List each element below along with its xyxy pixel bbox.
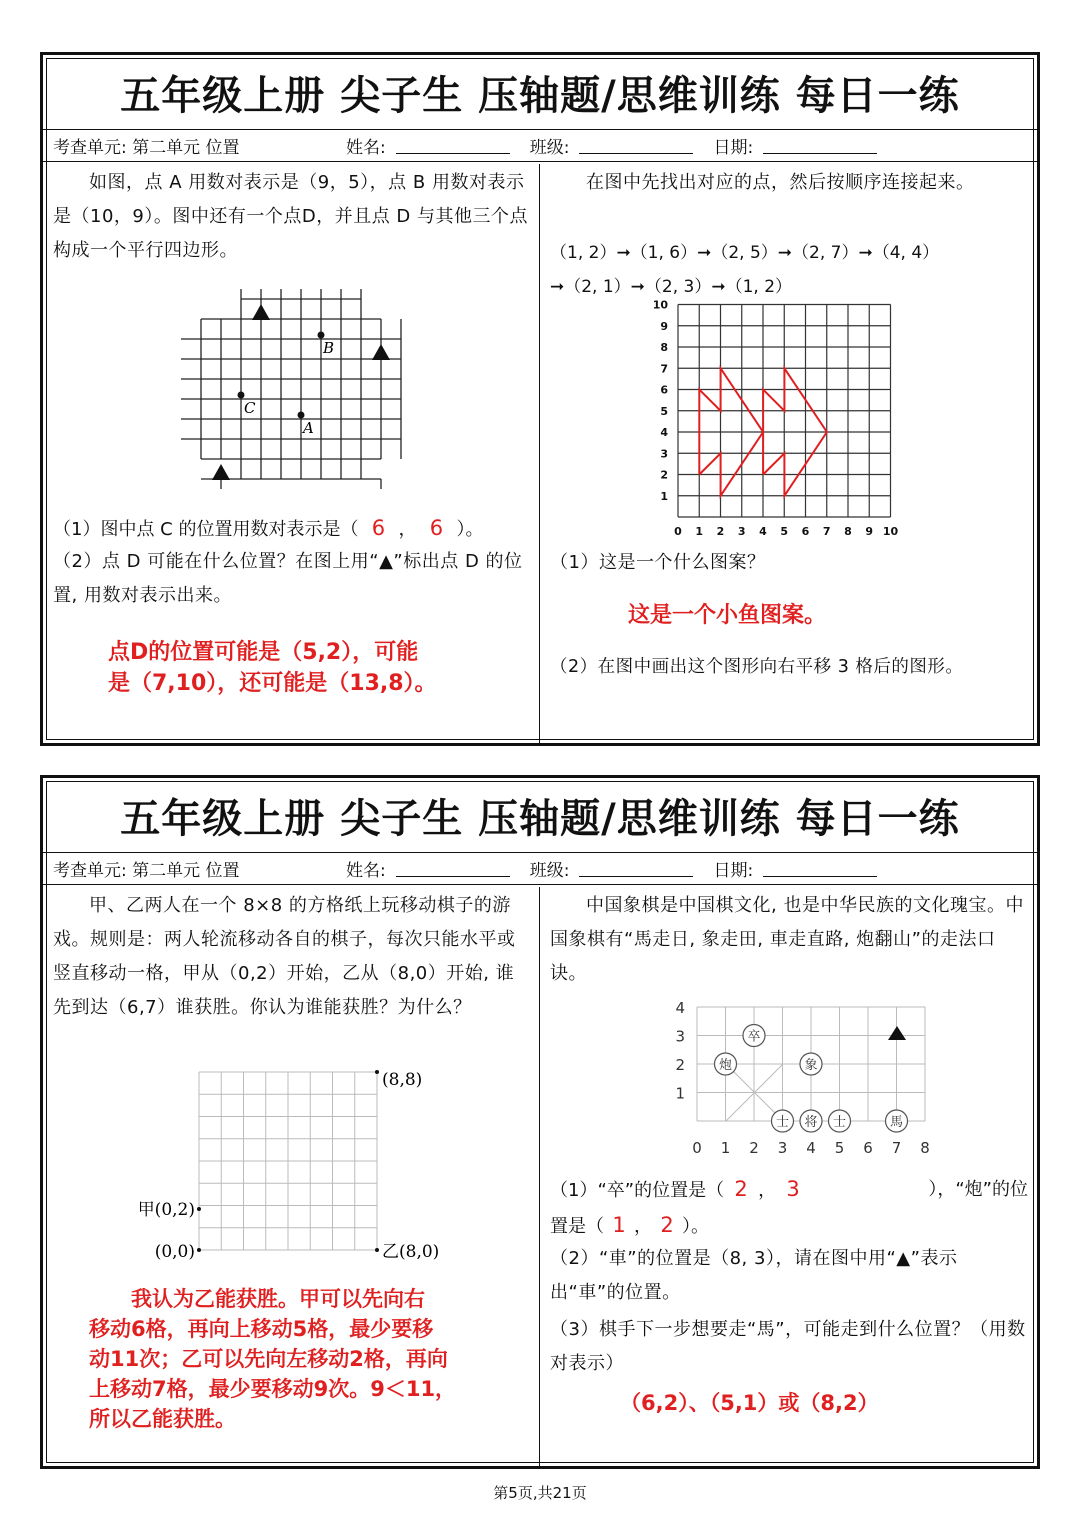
date-field[interactable] (763, 137, 877, 154)
question-1: （1）图中点 C 的位置用数对表示是（ 6 ， 6 ）。 (53, 511, 483, 547)
answer-1: 这是一个小鱼图案。 (628, 603, 827, 628)
answer-pawn-x: 2 (734, 1177, 748, 1201)
x-tick-label: 10 (882, 525, 899, 538)
answer-d-line1: 点D的位置可能是（5,2），可能 (108, 640, 419, 665)
x-tick-label: 2 (749, 1139, 759, 1157)
info-row (43, 853, 1037, 885)
point-b-label: B (323, 339, 335, 357)
answer-3: （6,2）、（5,1）或（8,2） (620, 1391, 879, 1415)
date-field[interactable] (763, 860, 877, 877)
y-tick-label: 7 (660, 362, 668, 376)
worksheet-2 (40, 775, 1040, 1469)
x-tick-label: 5 (834, 1139, 845, 1157)
y-tick-label: 8 (660, 341, 668, 354)
parallelogram-grid (181, 289, 421, 489)
worksheet-title: 五年级上册 尖子生 压轴题/思维训练 每日一练 (43, 778, 1037, 853)
x-tick-label: 4 (759, 525, 767, 538)
cannon-piece-label: 炮 (718, 1058, 733, 1073)
horse-piece-label: 馬 (889, 1115, 904, 1130)
class-field[interactable] (579, 137, 693, 154)
label-jia: 甲(0,2) (137, 1200, 195, 1220)
x-tick-label: 1 (720, 1139, 731, 1157)
y-tick-label: 9 (660, 319, 668, 333)
x-tick-label: 4 (806, 1139, 816, 1157)
worksheet-title: 五年级上册 尖子生 压轴题/思维训练 每日一练 (43, 55, 1037, 130)
worksheet-1 (40, 52, 1040, 746)
problem-right (540, 887, 1037, 1466)
name-field[interactable] (396, 860, 510, 877)
elephant-piece-label: 象 (804, 1058, 818, 1073)
name-field[interactable] (396, 137, 510, 154)
general-piece-label: 将 (804, 1115, 818, 1130)
unit-label: 考查单元: 第二单元 位置 (53, 861, 240, 881)
x-tick-label: 1 (695, 525, 704, 538)
x-tick-label: 9 (865, 525, 874, 538)
chariot-marker (888, 1026, 906, 1040)
y-tick-label: 1 (660, 489, 668, 503)
x-tick-label: 8 (844, 525, 852, 538)
problem-left (43, 887, 540, 1466)
point-b (318, 332, 325, 339)
x-tick-label: 8 (920, 1139, 930, 1157)
answer-d-line2: 是（7,10），还可能是（13,8）。 (108, 671, 437, 696)
label-yi: 乙(8,0) (382, 1242, 440, 1262)
answer-cannon-y: 2 (660, 1213, 674, 1237)
answer-block: 我认为乙能获胜。甲可以先向右 移动6格，再向上移动5格，最少要移 动11次；乙可以先向左移动2格，再向 上移动7格，最少要移动9次。9＜11， 所以乙能获胜。 (89, 1287, 457, 1431)
jia-start-point (197, 1207, 201, 1211)
problem-text: 中国象棋是中国棋文化, 也是中华民族的文化瑰宝。中国象棋有“馬走日, 象走田, 車走直路, 炮翻山”的走法口诀。 (550, 895, 1024, 984)
advisor-piece-label: 士 (832, 1115, 847, 1130)
triangle-marker-d2 (372, 344, 390, 360)
sequence-line-2: ➞（2, 1）➞（2, 3）➞（1, 2） (550, 277, 793, 297)
label-8-8: (8,8) (382, 1070, 423, 1090)
problem-text: 甲、乙两人在一个 8×8 的方格纸上玩移动棋子的游戏。规则是：两人轮流移动各自的棋子，每次只能水平或竖直移动一格，甲从（0,2）开始，乙从（8,0）开始, 谁先到达（6,7）谁获胜。你认为谁能获胜？为什么？ (53, 895, 516, 1018)
x-tick-label: 5 (780, 525, 789, 538)
problem-left (43, 164, 540, 743)
y-tick-label: 10 (652, 298, 668, 312)
label-origin: (0,0) (154, 1242, 195, 1262)
y-tick-label: 1 (675, 1084, 685, 1103)
answer-pawn-y: 3 (786, 1177, 800, 1201)
unit-label: 考查单元: 第二单元 位置 (53, 138, 240, 158)
point-c (238, 392, 245, 399)
page-number: 第5页,共21页 (493, 1484, 587, 1502)
x-tick-label: 0 (692, 1139, 702, 1157)
name-label: 姓名: (346, 138, 386, 158)
y-tick-label: 4 (660, 426, 668, 439)
point-c-label: C (244, 399, 256, 417)
y-tick-label: 5 (660, 404, 668, 418)
x-tick-label: 6 (801, 525, 810, 538)
question-1: （1）“卒”的位置是（ 2 ， 3 ），“炮”的位 置是（ 1 ， 2 ）。 (550, 1172, 1028, 1244)
problem-right (540, 164, 1037, 743)
info-row (43, 130, 1037, 162)
y-tick-label: 3 (660, 447, 668, 461)
class-label: 班级: (529, 138, 570, 158)
point-a-label: A (303, 419, 314, 437)
name-label: 姓名: (346, 861, 386, 881)
game-grid (133, 1067, 473, 1267)
question-1: （1）这是一个什么图案？ (550, 552, 766, 573)
point-a (298, 412, 305, 419)
question-2: （2）点 D 可能在什么位置？在图上用“▲”标出点 D 的位置, 用数对表示出来。 (53, 551, 523, 606)
class-label: 班级: (529, 861, 570, 881)
pawn-piece-label: 卒 (747, 1029, 761, 1045)
chess-board (640, 997, 940, 1157)
question-2: （2）在图中画出这个图形向右平移 3 格后的图形。 (550, 657, 964, 677)
y-tick-label: 6 (660, 383, 668, 397)
problem-text: 在图中先找出对应的点，然后按顺序连接起来。 (586, 172, 975, 193)
y-tick-label: 3 (675, 1027, 685, 1046)
question-3: （3）棋手下一步想要走“馬”，可能走到什么位置？（用数对表示） (550, 1319, 1026, 1374)
sequence-line-1: （1, 2）➞（1, 6）➞（2, 5）➞（2, 7）➞（4, 4） (550, 243, 940, 263)
answer-cannon-x: 1 (612, 1213, 626, 1237)
triangle-marker-d1 (252, 304, 270, 320)
x-tick-label: 3 (777, 1139, 788, 1157)
y-tick-label: 4 (675, 999, 685, 1017)
origin-point (197, 1248, 201, 1252)
answer-c-x: 6 (371, 516, 386, 540)
y-tick-label: 2 (675, 1056, 685, 1074)
class-field[interactable] (579, 860, 693, 877)
x-tick-label: 2 (716, 525, 725, 538)
x-tick-label: 7 (891, 1139, 902, 1157)
yi-start-point (375, 1248, 379, 1252)
x-tick-label: 7 (822, 525, 831, 538)
y-tick-label: 2 (660, 468, 668, 482)
problem-text: 如图，点 A 用数对表示是（9，5），点 B 用数对表示是（10，9）。图中还有一个点D，并且点 D 与其他三个点构成一个平行四边形。 (53, 172, 529, 261)
x-tick-label: 0 (674, 525, 682, 538)
triangle-marker-d3 (212, 464, 230, 480)
x-tick-label: 3 (737, 525, 746, 538)
corner-point-88 (375, 1070, 379, 1074)
fish-grid (650, 298, 899, 542)
question-2: （2）“車”的位置是（8, 3），请在图中用“▲”表示出“車”的位置。 (550, 1248, 958, 1303)
x-tick-label: 6 (863, 1139, 873, 1157)
date-label: 日期: (713, 861, 754, 881)
answer-c-y: 6 (429, 516, 444, 540)
advisor-piece-label: 士 (775, 1115, 790, 1130)
date-label: 日期: (713, 138, 754, 158)
